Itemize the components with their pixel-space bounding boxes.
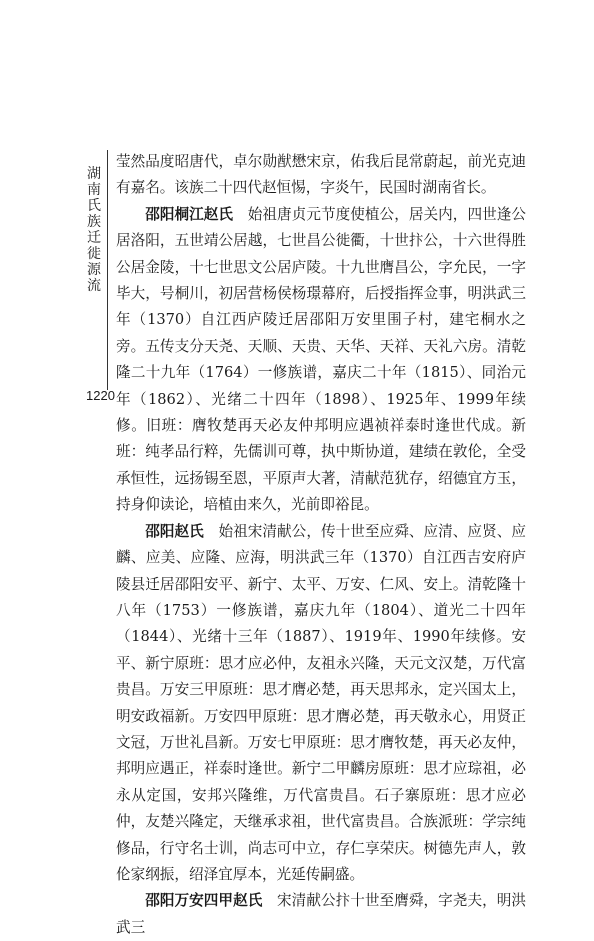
clan-heading: 邵阳桐江赵氏 (145, 205, 234, 223)
paragraph-text: 始祖宋清献公，传十世至应舜、应清、应贤、应麟、应美、应隆、应海，明洪武三年（1370）自江西吉安府庐陵县迁居邵阳安平、新宁、太平、万安、仁风、安上。清乾隆十八年（1753）一修族谱，嘉庆九年（1804）、道光二十四年（1844）、光绪十三年（1887）、1919年、1990年续修。安平、新宁原班：思才应必仲，友祖永兴隆，天元文汉楚，万代富贵昌。万安三甲原班：思才膺必楚，再天思邦永，定兴国太上，明安政福新。万安四甲原班：思才膺必楚，再天敬永心，用贤正文冠，万世礼昌新。万安七甲原班：思才膺牧楚，再天必友仲，邦明应遇正，祥泰时逢世。新宁二甲麟房原班：思才应琮祖，必永从定国，安邦兴隆维，万代富贵昌。石子寨原班：思才应必仲，友楚兴隆定，天继承求祖，世代富贵昌。合族派班：学宗纯修品，行守名士训，尚志可中立，存仁享荣庆。树德先声人，敦伦家纲振，绍泽宜厚本，光延传嗣盛。 (116, 522, 526, 883)
body-text (116, 149, 526, 941)
paragraph-text: 宋清献公抃十世至膺舜，字尧夫，明洪武三 (116, 892, 526, 936)
page-number: 1220 (86, 388, 115, 403)
paragraph (116, 519, 526, 889)
paragraph-text: 莹然品度昭唐代，卓尔勋猷懋宋京，佑我后昆常蔚起，前光克迪有嘉名。该族二十四代赵恒惕，字炎午，民国时湖南省长。 (116, 153, 526, 197)
paragraph (116, 202, 526, 519)
paragraph (116, 149, 526, 202)
paragraph (116, 888, 526, 941)
clan-heading: 邵阳赵氏 (145, 522, 204, 540)
running-title: 湖南氏族迁徙源流 (87, 166, 101, 294)
paragraph-text: 始祖唐贞元节度使植公，居关内，四世逢公居洛阳，五世靖公居越，七世昌公徙衢，十世抃公，十六世得胜公居金陵，十七世思文公居庐陵。十九世膺昌公，字允民，一字毕大，号桐川，初居营杨侯杨璟幕府，后授指挥佥事，明洪武三年（1370）自江西庐陵迁居邵阳万安里围子村，建宅桐水之旁。五传支分天尧、天顺、天贵、天华、天祥、天礼六房。清乾隆二十九年（1764）一修族谱，嘉庆二十年（1815）、同治元年（1862）、光绪二十四年（1898）、1925年、1999年续修。旧班：膺牧楚再天必友仲邦明应遇祯祥泰时逢世代成。新班：纯孝品行粹，先儒训可尊，执中斯协道，建绩在敦伦，全受承恒性，远扬锡至恩，平原声大著，清献范犹存，绍德宜方玉，持身仰读论，培植由来久，光前即裕昆。 (116, 205, 526, 514)
margin-rule (107, 150, 108, 390)
clan-heading: 邵阳万安四甲赵氏 (145, 892, 263, 910)
